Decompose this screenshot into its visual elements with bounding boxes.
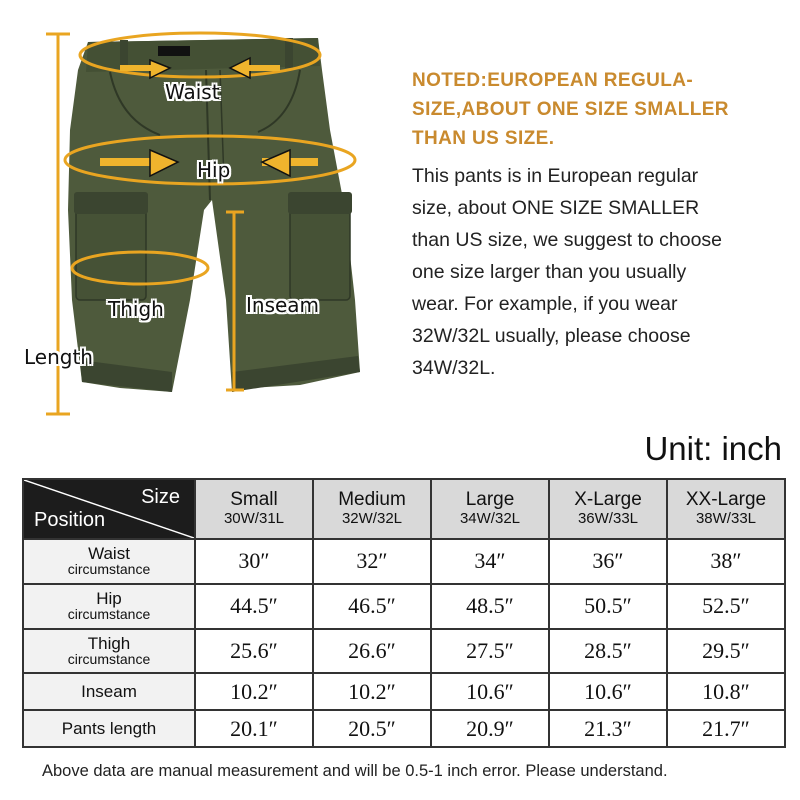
table-cell: 10.2″ [195,673,313,710]
table-cell: 52.5″ [667,584,785,629]
table-cell: 10.6″ [549,673,667,710]
table-cell: 20.1″ [195,710,313,747]
table-cell: 10.6″ [431,673,549,710]
table-cell: 20.5″ [313,710,431,747]
table-cell: 30″ [195,539,313,584]
size-dims: 38W/33L [695,510,757,527]
size-chart-table [22,478,786,748]
table-cell: 21.7″ [667,710,785,747]
row-label: Pants length [61,719,157,739]
size-dims: 30W/31L [223,510,285,527]
table-cell: 28.5″ [549,629,667,674]
table-cell: 48.5″ [431,584,549,629]
table-row-thigh [23,629,785,674]
table-cell: 36″ [549,539,667,584]
table-row-hip [23,584,785,629]
thigh-label: Thigh [108,297,164,321]
table-cell: 20.9″ [431,710,549,747]
table-cell: 50.5″ [549,584,667,629]
row-label: Inseam [81,682,137,702]
table-cell: 34″ [431,539,549,584]
table-header-row [23,479,785,539]
table-cell: 27.5″ [431,629,549,674]
footnote: Above data are manual measurement and will be 0.5-1 inch error. Please understand. [42,762,668,780]
size-name: Small [230,489,278,510]
size-header [431,479,549,539]
size-header [313,479,431,539]
size-dims: 32W/32L [341,510,403,527]
size-name: Medium [338,489,406,510]
row-header [23,539,195,584]
corner-position-label: Position [34,509,106,531]
row-sublabel: circumstance [67,561,151,578]
table-cell: 38″ [667,539,785,584]
table-corner-cell [23,479,195,539]
table-cell: 32″ [313,539,431,584]
unit-label: Unit: inch [644,430,782,467]
length-label: Length [24,345,93,369]
size-header [195,479,313,539]
waist-label: Waist [165,80,220,104]
table-cell: 26.6″ [313,629,431,674]
table-cell: 10.2″ [313,673,431,710]
corner-size-label: Size [141,486,180,508]
table-row-waist [23,539,785,584]
row-header [23,710,195,747]
size-header [549,479,667,539]
notice-body: This pants is in European regular size, about ONE SIZE SMALLER than US size, we suggest to choose one size larger than you usually wear. For example, if you wear 32W/32L usually, please choose 34W/32L. [412,165,723,379]
size-dims: 34W/32L [459,510,521,527]
size-header [667,479,785,539]
table-cell: 29.5″ [667,629,785,674]
row-label: Waist [88,544,130,564]
table-row-pants-length [23,710,785,747]
size-name: XX-Large [685,489,767,510]
row-sublabel: circumstance [67,606,151,623]
table-cell: 46.5″ [313,584,431,629]
notice-heading: NOTED:EUROPEAN REGULA- SIZE,ABOUT ONE SIZE SMALLER THAN US SIZE. [412,70,729,149]
row-sublabel: circumstance [67,650,151,667]
hip-label: Hip [197,158,231,182]
table-cell: 44.5″ [195,584,313,629]
table-cell: 21.3″ [549,710,667,747]
row-label: Hip [96,589,122,609]
right-cargo-pocket [290,200,350,300]
table-row-inseam [23,673,785,710]
row-header [23,584,195,629]
inseam-label: Inseam [246,293,320,317]
row-label: Thigh [87,633,131,653]
table-cell: 10.8″ [667,673,785,710]
size-name: X-Large [574,489,642,510]
size-name: Large [465,489,515,510]
row-header [23,629,195,674]
row-header [23,673,195,710]
size-dims: 36W/33L [577,510,639,527]
table-cell: 25.6″ [195,629,313,674]
